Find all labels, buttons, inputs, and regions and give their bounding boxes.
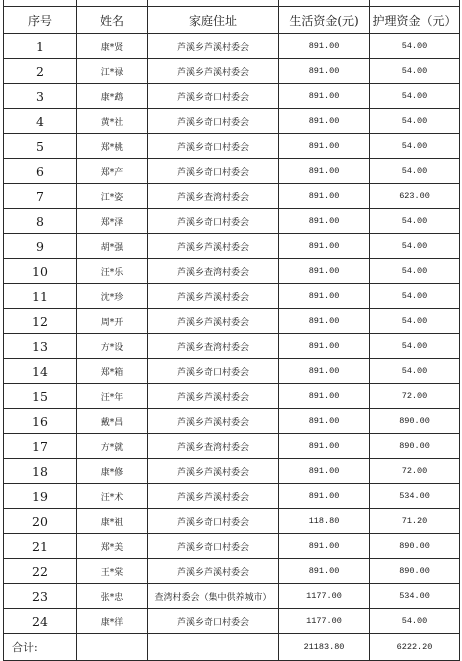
cell-care-fund: 534.00 bbox=[370, 584, 460, 609]
cell-seq: 23 bbox=[4, 584, 77, 609]
cell-address: 芦溪乡查湾村委会 bbox=[148, 259, 279, 284]
cell-care-fund: 54.00 bbox=[370, 309, 460, 334]
table-body bbox=[4, 34, 460, 634]
cell-address: 芦溪乡芦溪村委会 bbox=[148, 309, 279, 334]
cell-living-fund: 891.00 bbox=[279, 34, 370, 59]
header-living-fund: 生活资金(元) bbox=[279, 7, 370, 34]
cell-seq: 22 bbox=[4, 559, 77, 584]
cell-living-fund: 891.00 bbox=[279, 284, 370, 309]
cell-address: 芦溪乡奇口村委会 bbox=[148, 84, 279, 109]
table-row bbox=[4, 259, 460, 284]
cell-living-fund: 891.00 bbox=[279, 84, 370, 109]
cell-address: 芦溪乡奇口村委会 bbox=[148, 134, 279, 159]
cell-name: 江*禄 bbox=[77, 59, 148, 84]
cell-living-fund: 891.00 bbox=[279, 159, 370, 184]
cell-seq: 12 bbox=[4, 309, 77, 334]
cell-living-fund: 891.00 bbox=[279, 484, 370, 509]
table-row bbox=[4, 109, 460, 134]
cell-care-fund: 890.00 bbox=[370, 434, 460, 459]
cell-living-fund: 891.00 bbox=[279, 359, 370, 384]
cell-name: 汪*乐 bbox=[77, 259, 148, 284]
cell-living-fund: 118.80 bbox=[279, 509, 370, 534]
cell-care-fund: 54.00 bbox=[370, 259, 460, 284]
cell-seq: 19 bbox=[4, 484, 77, 509]
cell-name: 康*贤 bbox=[77, 34, 148, 59]
cell-care-fund: 54.00 bbox=[370, 609, 460, 634]
total-label: 合计: bbox=[4, 634, 77, 661]
cell-name: 江*姿 bbox=[77, 184, 148, 209]
total-empty-name bbox=[77, 634, 148, 661]
cell-seq: 3 bbox=[4, 84, 77, 109]
cell-care-fund: 54.00 bbox=[370, 359, 460, 384]
cell-care-fund: 623.00 bbox=[370, 184, 460, 209]
header-row bbox=[4, 7, 460, 34]
cell-living-fund: 891.00 bbox=[279, 109, 370, 134]
cell-care-fund: 54.00 bbox=[370, 159, 460, 184]
cell-living-fund: 891.00 bbox=[279, 459, 370, 484]
cell-care-fund: 54.00 bbox=[370, 34, 460, 59]
cell-living-fund: 891.00 bbox=[279, 59, 370, 84]
cell-living-fund: 1177.00 bbox=[279, 609, 370, 634]
cell-care-fund: 534.00 bbox=[370, 484, 460, 509]
table-row bbox=[4, 484, 460, 509]
cell-name: 康*鹉 bbox=[77, 84, 148, 109]
cell-care-fund: 54.00 bbox=[370, 84, 460, 109]
cell-care-fund: 54.00 bbox=[370, 209, 460, 234]
table-row bbox=[4, 34, 460, 59]
cell-name: 康*徉 bbox=[77, 609, 148, 634]
cell-seq: 6 bbox=[4, 159, 77, 184]
table-row bbox=[4, 59, 460, 84]
table-row bbox=[4, 409, 460, 434]
cell-address: 芦溪乡奇口村委会 bbox=[148, 109, 279, 134]
cell-name: 汪*年 bbox=[77, 384, 148, 409]
cell-seq: 5 bbox=[4, 134, 77, 159]
cell-name: 王*棠 bbox=[77, 559, 148, 584]
table-row bbox=[4, 284, 460, 309]
cell-care-fund: 54.00 bbox=[370, 234, 460, 259]
cell-living-fund: 891.00 bbox=[279, 409, 370, 434]
cell-address: 芦溪乡芦溪村委会 bbox=[148, 34, 279, 59]
header-seq: 序号 bbox=[4, 7, 77, 34]
cell-name: 方*设 bbox=[77, 334, 148, 359]
subsidy-table-container bbox=[3, 0, 459, 661]
total-living-fund: 21183.80 bbox=[279, 634, 370, 661]
cell-address: 芦溪乡奇口村委会 bbox=[148, 209, 279, 234]
cell-address: 查湾村委会（集中供养城市） bbox=[148, 584, 279, 609]
cell-name: 郑*桃 bbox=[77, 134, 148, 159]
cell-address: 芦溪乡奇口村委会 bbox=[148, 534, 279, 559]
cell-seq: 7 bbox=[4, 184, 77, 209]
cell-care-fund: 54.00 bbox=[370, 284, 460, 309]
cell-seq: 11 bbox=[4, 284, 77, 309]
cell-seq: 14 bbox=[4, 359, 77, 384]
cell-living-fund: 891.00 bbox=[279, 134, 370, 159]
cell-living-fund: 891.00 bbox=[279, 434, 370, 459]
cell-seq: 15 bbox=[4, 384, 77, 409]
cell-seq: 9 bbox=[4, 234, 77, 259]
cell-address: 芦溪乡芦溪村委会 bbox=[148, 409, 279, 434]
cell-address: 芦溪乡奇口村委会 bbox=[148, 609, 279, 634]
cell-seq: 8 bbox=[4, 209, 77, 234]
table-row bbox=[4, 434, 460, 459]
table-row bbox=[4, 384, 460, 409]
cell-care-fund: 54.00 bbox=[370, 59, 460, 84]
cell-seq: 2 bbox=[4, 59, 77, 84]
cell-care-fund: 890.00 bbox=[370, 559, 460, 584]
cell-seq: 1 bbox=[4, 34, 77, 59]
cell-living-fund: 1177.00 bbox=[279, 584, 370, 609]
table-row bbox=[4, 584, 460, 609]
table-row bbox=[4, 84, 460, 109]
table-row bbox=[4, 209, 460, 234]
cell-seq: 24 bbox=[4, 609, 77, 634]
cell-address: 芦溪乡查湾村委会 bbox=[148, 434, 279, 459]
cell-living-fund: 891.00 bbox=[279, 534, 370, 559]
cell-address: 芦溪乡查湾村委会 bbox=[148, 334, 279, 359]
table-row bbox=[4, 134, 460, 159]
cell-care-fund: 890.00 bbox=[370, 409, 460, 434]
cell-address: 芦溪乡查湾村委会 bbox=[148, 184, 279, 209]
table-row bbox=[4, 459, 460, 484]
table-row bbox=[4, 359, 460, 384]
cell-seq: 4 bbox=[4, 109, 77, 134]
cell-care-fund: 72.00 bbox=[370, 384, 460, 409]
cell-name: 康*修 bbox=[77, 459, 148, 484]
cell-address: 芦溪乡芦溪村委会 bbox=[148, 59, 279, 84]
table-row bbox=[4, 234, 460, 259]
table-row bbox=[4, 609, 460, 634]
table-row bbox=[4, 309, 460, 334]
header-care-fund: 护理资金（元） bbox=[370, 7, 460, 34]
cell-name: 康*祖 bbox=[77, 509, 148, 534]
cell-seq: 20 bbox=[4, 509, 77, 534]
cell-care-fund: 54.00 bbox=[370, 334, 460, 359]
cell-living-fund: 891.00 bbox=[279, 309, 370, 334]
cell-address: 芦溪乡奇口村委会 bbox=[148, 509, 279, 534]
cell-name: 方*就 bbox=[77, 434, 148, 459]
cell-name: 胡*强 bbox=[77, 234, 148, 259]
cell-name: 张*忠 bbox=[77, 584, 148, 609]
header-address: 家庭住址 bbox=[148, 7, 279, 34]
cell-seq: 17 bbox=[4, 434, 77, 459]
cell-seq: 18 bbox=[4, 459, 77, 484]
cell-seq: 13 bbox=[4, 334, 77, 359]
cell-address: 芦溪乡芦溪村委会 bbox=[148, 484, 279, 509]
cell-care-fund: 54.00 bbox=[370, 109, 460, 134]
cell-name: 郑*美 bbox=[77, 534, 148, 559]
cell-name: 郑*产 bbox=[77, 159, 148, 184]
cell-living-fund: 891.00 bbox=[279, 384, 370, 409]
table-row bbox=[4, 334, 460, 359]
table-row bbox=[4, 184, 460, 209]
cell-care-fund: 71.20 bbox=[370, 509, 460, 534]
cell-living-fund: 891.00 bbox=[279, 184, 370, 209]
total-care-fund: 6222.20 bbox=[370, 634, 460, 661]
cell-address: 芦溪乡芦溪村委会 bbox=[148, 559, 279, 584]
cell-name: 周*开 bbox=[77, 309, 148, 334]
cell-address: 芦溪乡芦溪村委会 bbox=[148, 284, 279, 309]
cell-care-fund: 72.00 bbox=[370, 459, 460, 484]
cell-name: 戴*昌 bbox=[77, 409, 148, 434]
table-row bbox=[4, 559, 460, 584]
cell-name: 郑*箱 bbox=[77, 359, 148, 384]
cell-name: 黄*社 bbox=[77, 109, 148, 134]
cell-seq: 21 bbox=[4, 534, 77, 559]
cell-address: 芦溪乡芦溪村委会 bbox=[148, 459, 279, 484]
cell-name: 沈*珍 bbox=[77, 284, 148, 309]
cell-address: 芦溪乡芦溪村委会 bbox=[148, 234, 279, 259]
cell-name: 郑*泽 bbox=[77, 209, 148, 234]
cell-name: 汪*术 bbox=[77, 484, 148, 509]
cell-living-fund: 891.00 bbox=[279, 259, 370, 284]
header-name: 姓名 bbox=[77, 7, 148, 34]
cell-seq: 16 bbox=[4, 409, 77, 434]
total-empty-address bbox=[148, 634, 279, 661]
table-row bbox=[4, 509, 460, 534]
cell-living-fund: 891.00 bbox=[279, 559, 370, 584]
cell-care-fund: 54.00 bbox=[370, 134, 460, 159]
cell-address: 芦溪乡奇口村委会 bbox=[148, 159, 279, 184]
cell-living-fund: 891.00 bbox=[279, 334, 370, 359]
total-row bbox=[4, 634, 460, 661]
cell-address: 芦溪乡芦溪村委会 bbox=[148, 384, 279, 409]
subsidy-table bbox=[3, 0, 460, 661]
cell-seq: 10 bbox=[4, 259, 77, 284]
cell-living-fund: 891.00 bbox=[279, 234, 370, 259]
cell-address: 芦溪乡奇口村委会 bbox=[148, 359, 279, 384]
table-row bbox=[4, 534, 460, 559]
cell-living-fund: 891.00 bbox=[279, 209, 370, 234]
cell-care-fund: 890.00 bbox=[370, 534, 460, 559]
table-row bbox=[4, 159, 460, 184]
